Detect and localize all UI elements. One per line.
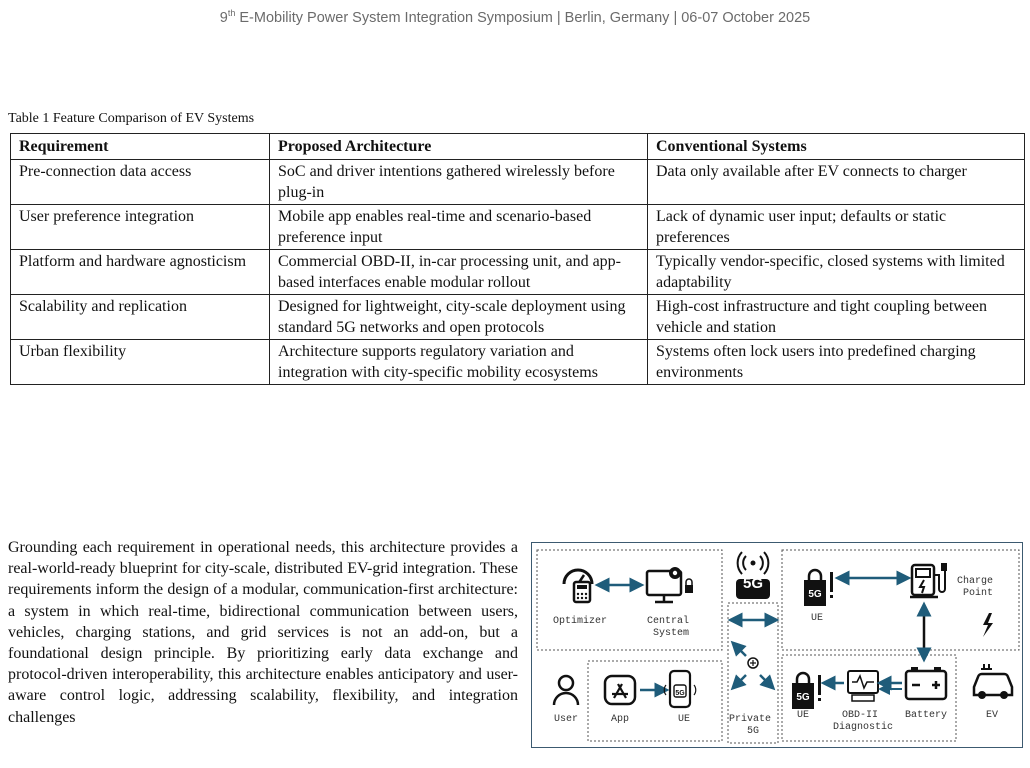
table-row (11, 340, 1025, 385)
label-ev: EV (985, 710, 999, 721)
table-row (11, 250, 1025, 295)
label-user: User (553, 714, 579, 725)
table-cell: Lack of dynamic user input; defaults or static preferences (648, 205, 1025, 250)
label-battery: Battery (904, 710, 948, 721)
label-app: App (610, 714, 630, 725)
ue-bottom-icon (792, 673, 821, 709)
label-central-line2: System (652, 628, 690, 639)
table-cell: Commercial OBD-II, in-car processing unit, and app-based interfaces enable modular rollout (270, 250, 648, 295)
comparison-table (10, 133, 1025, 385)
column-header: Proposed Architecture (270, 134, 648, 160)
column-header: Requirement (11, 134, 270, 160)
label-ue-top: UE (810, 613, 824, 624)
table-cell: Urban flexibility (11, 340, 270, 385)
table-cell: User preference integration (11, 205, 270, 250)
label-obd: OBD-II Diagnostic (832, 710, 894, 733)
table-cell: Architecture supports regulatory variation and integration with city-specific mobility ecosystems (270, 340, 648, 385)
label-central (647, 615, 695, 639)
arrow-5g-diag-3 (760, 675, 770, 685)
architecture-diagram (532, 543, 1024, 749)
cloud-region (537, 550, 722, 650)
label-private-5g: Private 5G (728, 714, 771, 737)
page-header: 9th E-Mobility Power System Integration Symposium | Berlin, Germany | 06-07 October 2025 (219, 8, 811, 26)
label-central-line1: Central (646, 616, 689, 627)
table-row (11, 295, 1025, 340)
ue-bottom-5g: 5G (796, 692, 810, 703)
obd-icon (848, 671, 878, 701)
table-cell: SoC and driver intentions gathered wirelessly before plug-in (270, 160, 648, 205)
arrow-5g-diag-1 (736, 646, 746, 656)
table-cell: Scalability and replication (11, 295, 270, 340)
central-system-icon (647, 567, 693, 602)
app-store-icon (605, 676, 635, 704)
table-header-row (11, 134, 1025, 160)
label-charge-point: Charge Point (956, 576, 994, 599)
label-optimizer: Optimizer (552, 616, 608, 627)
lightning-icon (983, 613, 993, 637)
arrow-5g-diag-2 (736, 675, 746, 685)
table-cell: Designed for lightweight, city-scale deployment using standard 5G networks and open protocols (270, 295, 648, 340)
optimizer-icon (564, 570, 592, 602)
body-paragraph: Grounding each requirement in operational needs, this architecture provides a real-world-ready blueprint for city-scale, distributed EV-grid integration. These requirements inform the design of a modular, communication-first architecture: a system in which real-time, bidirectional communication between users, vehicles, charging stations, and grid services is not an add-on, but a foundational design principle. By prioritizing early data exchange and protocol-driven interoperability, this architecture enables anticipatory and user-aware control logic, addressing scalability, flexibility, and integration challenges (8, 539, 518, 726)
ue-top-5g: 5G (808, 589, 822, 600)
ue-top-icon (804, 570, 833, 606)
table-cell: Data only available after EV connects to charger (648, 160, 1025, 205)
table-row (11, 160, 1025, 205)
label-ue-bottom: UE (796, 710, 810, 721)
table-cell: Typically vendor-specific, closed systems with limited adaptability (648, 250, 1025, 295)
table-cell: High-cost infrastructure and tight coupling between vehicle and station (648, 295, 1025, 340)
charge-point-icon (910, 563, 947, 597)
column-header: Conventional Systems (648, 134, 1025, 160)
app-region (588, 661, 722, 741)
five-g-label: 5G (742, 575, 764, 592)
table-caption: Table 1 Feature Comparison of EV Systems (8, 111, 255, 126)
architecture-figure (531, 542, 1023, 748)
phone-icon (664, 671, 696, 707)
table-cell: Mobile app enables real-time and scenario-based preference input (270, 205, 648, 250)
table-cell: Pre-connection data access (11, 160, 270, 205)
table-cell: Platform and hardware agnosticism (11, 250, 270, 295)
user-icon (554, 676, 578, 705)
ev-car-icon (974, 664, 1012, 699)
label-ue-mid: UE (677, 714, 691, 725)
table-row (11, 205, 1025, 250)
phone-5g-label: 5G (675, 690, 685, 697)
table-cell: Systems often lock users into predefined charging environments (648, 340, 1025, 385)
battery-icon (906, 667, 946, 699)
